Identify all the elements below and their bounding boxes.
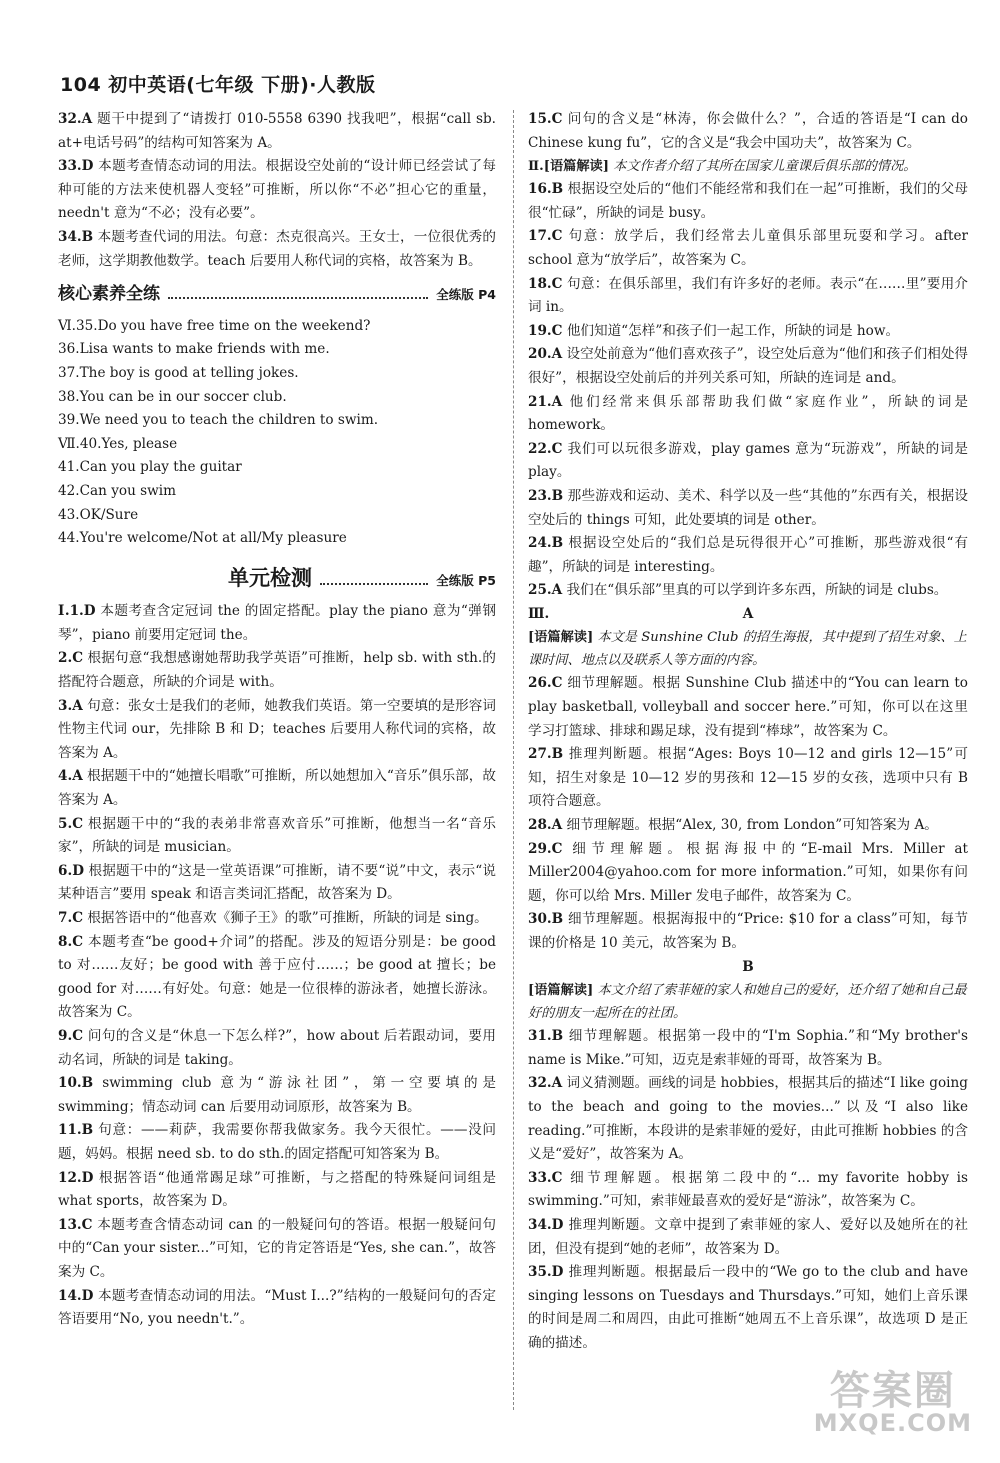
answer-explanation: 根据答语“他通常踢足球”可推断，与之搭配的特殊疑问词组是 what sports，故答案为 D。: [58, 1169, 496, 1210]
answer-item: [58, 1072, 496, 1119]
answer-item: [58, 647, 496, 694]
answer-number: 33.C: [528, 1169, 563, 1186]
answer-item: [58, 695, 496, 766]
passage-note-text: 本文是 Sunshine Club 的招生海报，其中提到了招生对象、上课时间、地点以及联系人等方面的内容。: [528, 630, 967, 669]
answer-explanation: 推理判断题。根据“Ages: Boys 10—12 and girls 12—15”可知，招生对象是 10—12 岁的男孩和 12—15 岁的女孩，选项中只有 B 项符合题意。: [528, 746, 969, 810]
answer-explanation: 那些游戏和运动、美术、科学以及一些“其他的”东西有关，根据设空处后的 things 可知，此处要填的词是 other。: [528, 487, 968, 528]
answer-line: 36.Lisa wants to make friends with me.: [58, 341, 330, 358]
answer-explanation: 根据句意“我想感谢她帮助我学英语”可推断，help sb. with sth.的搭配符合题意，所缺的介词是 with。: [58, 650, 496, 691]
answer-explanation: 设空处前意为“他们喜欢孩子”，设空处后意为“他们和孩子们相处得很好”，根据设空处前后的并列关系可知，所缺的连词是 and。: [528, 346, 969, 386]
right-column: [528, 108, 968, 1356]
passage-note-tag: [语篇解读]: [528, 630, 594, 646]
answer-line: 41.Can you play the guitar: [58, 459, 242, 476]
answer-explanation: 本题考查“be good+介词”的搭配。涉及的短语分别是：be good to 对……友好；be good with 善于应付……；be good at 擅长；be good for 对……有好处。句意：她是一位很棒的游泳者，她擅长游泳。故答案为 C。: [58, 933, 496, 1021]
answer-line: Ⅵ.35.Do you have free time on the weekend?: [58, 317, 371, 334]
answer-explanation: 细节理解题。根据第一段中的“I'm Sophia.”和“My brother's name is Mike.”可知，迈克是索菲娅的哥哥，故答案为 B。: [528, 1028, 968, 1068]
answer-explanation: 题干中提到了“请拨打 010-5558 6390 找我吧”，根据“call sb. at+电话号码”的结构可知答案为 A。: [58, 111, 496, 151]
answer-item: [528, 1261, 968, 1355]
answer-number: 35.D: [528, 1264, 564, 1281]
answer-explanation: 本题考查情态动词的用法。“Must I...?”结构的一般疑问句的否定答语要用“No, you needn't.”。: [58, 1287, 497, 1328]
section-page-ref: 全练版 P5: [436, 572, 496, 588]
passage-note: [528, 155, 968, 178]
watermark-url: MXQE.COM: [813, 1409, 972, 1437]
answer-explanation: 本题考查代词的用法。句意：杰克很高兴。王女士，一位很优秀的老师，这学期教他数学。teach 后要用人称代词的宾格，故答案为 B。: [58, 228, 497, 269]
answer-number: 17.C: [528, 228, 563, 245]
answer-number: 31.B: [528, 1028, 564, 1045]
answer-number: 33.D: [58, 158, 94, 175]
part-number: Ⅲ.: [528, 605, 550, 622]
answer-item: [58, 1119, 496, 1166]
answer-item: [58, 1167, 496, 1214]
answer-item: [528, 1167, 968, 1214]
answer-item: [528, 1072, 968, 1166]
answer-explanation: 词义猜测题。画线的词是 hobbies，根据其后的描述“I like going to the beach and going to the movies...”以及“I also like reading.”可推断，本段讲的是索菲娅的爱好，由此可推断 hobbies 的含义是“爱好”，故答案为 A。: [528, 1075, 968, 1163]
answer-explanation: 本题考查情态动词的用法。根据设空处前的“设计师已经尝试了每种可能的方法来使机器人变轻”可推断，所以你“不必”担心它的重量，needn't 意为“不必；没有必要”。: [58, 158, 497, 222]
passage-note-text: 本文作者介绍了其所在国家儿童课后俱乐部的情况。: [613, 159, 917, 175]
answer-item: [58, 108, 496, 155]
answer-item: [528, 438, 968, 485]
answer-line: 37.The boy is good at telling jokes.: [58, 364, 299, 381]
page-header: 104 初中英语(七年级 下册)·人教版: [60, 74, 376, 96]
passage-label: B: [742, 958, 754, 975]
answer-number: 4.A: [58, 768, 83, 785]
answer-number: 7.C: [58, 910, 84, 926]
answer-number: 2.C: [58, 650, 84, 667]
answer-line: 39.We need you to teach the children to swim.: [58, 412, 379, 429]
answer-item: [58, 226, 496, 273]
answer-item: [58, 600, 496, 647]
answer-item: [528, 273, 968, 320]
answer-item: [58, 860, 496, 907]
section-heading: [58, 283, 496, 307]
answer-item: [528, 1214, 968, 1261]
answer-item: [58, 155, 496, 226]
answer-item: [58, 765, 496, 812]
answer-number: 13.C: [58, 1216, 93, 1233]
answer-explanation: 细节理解题。根据海报中的“E-mail Mrs. Miller at Miller2004@yahoo.com for more information.”可知，如果你有问题，你可以给 Mrs. Miller 发电子邮件，故答案为 C。: [528, 840, 968, 904]
answer-explanation: 根据题干中的“这是一堂英语课”可推断，请不要“说”中文，表示“说某种语言”要用 speak 和语言类词汇搭配，故答案为 D。: [58, 862, 496, 903]
left-column: [58, 108, 496, 1332]
answer-item: [528, 814, 968, 838]
answer-number: 8.C: [58, 933, 84, 950]
answer-item: [528, 343, 968, 390]
answer-explanation: 细节理解题。根据海报中的“Price: $10 for a class”可知，每节课的价格是 10 美元，故答案为 B。: [528, 911, 968, 951]
passage-label: A: [742, 605, 754, 622]
answer-explanation: 问句的含义是“休息一下怎么样?”，how about 后若跟动词，要用动名词，所缺的词是 taking。: [58, 1027, 496, 1068]
passage-note: [528, 979, 968, 1025]
answer-explanation: 问句的含义是“林涛，你会做什么？”，合适的答语是“I can do Chinese kung fu”，它的含义是“我会中国功夫”，故答案为 C。: [528, 111, 968, 151]
answer-item: [58, 1285, 496, 1332]
answer-number: 27.B: [528, 746, 564, 763]
answer-item: [528, 579, 968, 603]
answer-item: [528, 672, 968, 743]
answer-number: 34.D: [528, 1216, 564, 1233]
answer-item: [528, 838, 968, 909]
answer-explanation: 根据题干中的“她擅长唱歌”可推断，所以她想加入“音乐”俱乐部，故答案为 A。: [58, 768, 496, 809]
answer-number: 10.B: [58, 1075, 94, 1092]
answer-number: 15.C: [528, 111, 563, 127]
answer-explanation: swimming club 意为“游泳社团”，第一空要填的是 swimming；情态动词 can 后要用动词原形，故答案为 B。: [58, 1075, 496, 1115]
answer-explanation: 句意：——莉萨，我需要你帮我做家务。我今天很忙。——没问题，妈妈。根据 need sb. to do sth.的固定搭配可知答案为 B。: [58, 1122, 496, 1162]
answer-number: 22.C: [528, 440, 563, 457]
answer-item: [58, 1025, 496, 1072]
answer-number: 28.A: [528, 817, 563, 834]
answer-number: 14.D: [58, 1287, 94, 1304]
answer-number: 25.A: [528, 582, 563, 599]
answer-item: [58, 931, 496, 1025]
answer-item: [528, 743, 968, 814]
watermark-text: 答案圈: [829, 1368, 956, 1414]
answer-number: 6.D: [58, 862, 84, 879]
answer-explanation: 他们经常来俱乐部帮助我们做“家庭作业”，所缺的词是 homework。: [528, 393, 968, 434]
section-leader-dots: [168, 297, 428, 299]
answer-item: [58, 813, 496, 860]
answer-number: 32.A: [58, 111, 93, 127]
answer-item: [58, 1214, 496, 1285]
answer-number: 34.B: [58, 228, 94, 245]
answer-item: [528, 908, 968, 955]
answer-item: [528, 178, 968, 225]
answer-line: 44.You're welcome/Not at all/My pleasure: [58, 530, 347, 547]
answer-explanation: 句意：张女士是我们的老师，她教我们英语。第一空要填的是形容词性物主代词 our，先排除 B 和 D；teaches 后要用人称代词的宾格，故答案为 A。: [58, 697, 496, 761]
answer-number: 26.C: [528, 675, 563, 692]
answer-item: [528, 1025, 968, 1072]
answer-line: 42.Can you swim: [58, 482, 176, 499]
answer-number: 18.C: [528, 275, 563, 292]
answer-explanation: 细节理解题。根据第二段中的“... my favorite hobby is swimming.”可知，索菲娅最喜欢的爱好是“游泳”，故答案为 C。: [528, 1169, 968, 1210]
section-leader-dots: [320, 583, 428, 585]
answer-item: [58, 907, 496, 931]
answer-number: 32.A: [528, 1075, 563, 1092]
section-page-ref: 全练版 P4: [436, 287, 496, 303]
answer-item: [528, 485, 968, 532]
answer-number: 23.B: [528, 487, 564, 504]
passage-note-text: 本文介绍了索菲娅的家人和她自己的爱好，还介绍了她和自己最好的朋友一起所在的社团。: [528, 983, 967, 1022]
watermark-logo: [813, 1368, 972, 1437]
answer-number: 12.D: [58, 1169, 94, 1186]
passage-note: [528, 626, 968, 672]
section-title: 核心素养全练: [58, 284, 160, 305]
answer-explanation: 推理判断题。文章中提到了索菲娅的家人、爱好以及她所在的社团，但没有提到“她的老师”，故答案为 D。: [528, 1216, 969, 1257]
passage-note-tag: Ⅱ.[语篇解读]: [528, 159, 609, 175]
answer-number: 21.A: [528, 393, 563, 410]
passage-heading: [528, 956, 968, 980]
answer-explanation: 细节理解题。根据 Sunshine Club 描述中的“You can learn to play basketball, volleyball and soccer here.”可知，你可以在这里学习打篮球、排球和踢足球，没有提到“棒球”，故答案为 C。: [528, 675, 968, 739]
answer-number: 9.C: [58, 1027, 84, 1044]
answer-explanation: 句意：在俱乐部里，我们有许多好的老师。表示“在……里”要用介词 in。: [528, 275, 968, 316]
answer-number: 24.B: [528, 535, 564, 552]
answer-number: Ⅰ.1.D: [58, 603, 96, 620]
answer-explanation: 他们知道“怎样”和孩子们一起工作，所缺的词是 how。: [566, 322, 900, 339]
answer-item: [528, 391, 968, 438]
answer-item: [528, 532, 968, 579]
passage-note-tag: [语篇解读]: [528, 983, 594, 999]
answer-item: [528, 108, 968, 155]
answer-explanation: 本题考查含情态动词 can 的一般疑问句的答语。根据一般疑问句中的“Can your sister...”可知，它的肯定答语是“Yes, she can.”，故答案为 C。: [58, 1216, 496, 1280]
section-heading: [228, 567, 496, 593]
answer-explanation: 细节理解题。根据“Alex, 30, from London”可知答案为 A。: [566, 817, 938, 834]
answer-number: 16.B: [528, 181, 564, 198]
answer-explanation: 本题考查含定冠词 the 的固定搭配。play the piano 意为“弹钢琴”，piano 前要用定冠词 the。: [58, 603, 496, 643]
answer-number: 30.B: [528, 911, 564, 928]
answer-explanation: 我们可以玩很多游戏，play games 意为“玩游戏”，所缺的词是 play。: [528, 440, 968, 481]
answer-item: [528, 320, 968, 344]
answer-explanation: 根据设空处后的“我们总是玩得很开心”可推断，那些游戏很“有趣”，所缺的词是 interesting。: [528, 535, 968, 575]
answer-explanation: 根据答语中的“他喜欢《狮子王》的歌”可推断，所缺的词是 sing。: [87, 910, 488, 926]
answer-item: [528, 225, 968, 272]
answer-number: 19.C: [528, 322, 563, 339]
answer-line: 38.You can be in our soccer club.: [58, 388, 287, 405]
section-title: 单元检测: [228, 565, 312, 590]
answer-line: Ⅶ.40.Yes, please: [58, 435, 178, 452]
answer-line: 43.OK/Sure: [58, 506, 139, 523]
answer-number: 20.A: [528, 346, 563, 363]
passage-heading: [528, 603, 968, 627]
answer-explanation: 根据设空处后的“他们不能经常和我们在一起”可推断，我们的父母很“忙碌”，所缺的词是 busy。: [528, 181, 968, 221]
answer-explanation: 根据题干中的“我的表弟非常喜欢音乐”可推断，他想当一名“音乐家”，所缺的词是 musician。: [58, 815, 496, 856]
answer-number: 5.C: [58, 815, 84, 832]
answer-explanation: 推理判断题。根据最后一段中的“We go to the club and have singing lessons on Tuesdays and Thursdays.”可知，她们上音乐课的时间是周二和周四，由此可推断“她周五不上音乐课”，故选项 D 是正确的描述。: [528, 1264, 968, 1351]
answer-number: 3.A: [58, 697, 83, 714]
answer-explanation: 我们在“俱乐部”里真的可以学到许多东西，所缺的词是 clubs。: [566, 582, 948, 599]
answer-number: 29.C: [528, 840, 563, 857]
answer-number: 11.B: [58, 1122, 94, 1139]
answer-explanation: 句意：放学后，我们经常去儿童俱乐部里玩耍和学习。after school 意为“放学后”，故答案为 C。: [528, 228, 968, 268]
column-divider: [513, 110, 514, 1410]
